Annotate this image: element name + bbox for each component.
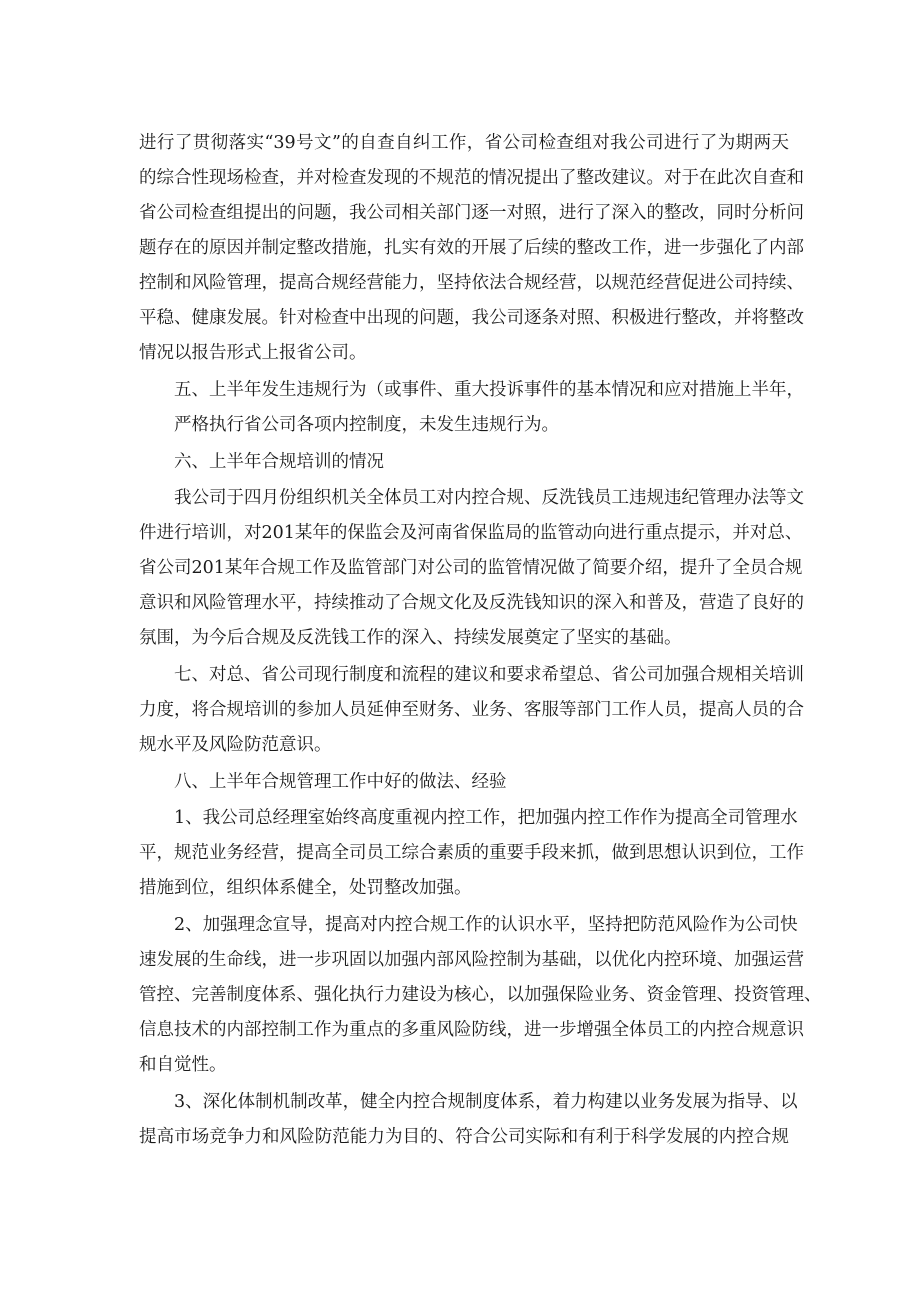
text-line: 信息技术的内部控制工作为重点的多重风险防线，进一步增强全体员工的内控合规意识 [139, 1020, 804, 1040]
text-line: 管控、完善制度体系、强化执行力建设为核心，以加强保险业务、资金管理、投资管理、 [139, 985, 822, 1005]
text-line: 题存在的原因并制定整改措施，扎实有效的开展了后续的整改工作，进一步强化了内部 [139, 238, 804, 258]
text-line: 严格执行省公司各项内控制度，未发生违规行为。 [174, 415, 559, 435]
section-heading: 六、上半年合规培训的情况 [174, 452, 384, 472]
text-line: 速发展的生命线，进一步巩固以加强内部风险控制为基础，以优化内控环境、加强运营 [139, 950, 804, 970]
text-line: 的综合性现场检查，并对检查发现的不规范的情况提出了整改建议。对于在此次自查和 [139, 168, 804, 188]
text-line: 氛围，为今后合规及反洗钱工作的深入、持续发展奠定了坚实的基础。 [139, 628, 682, 648]
text-line: 省公司201某年合规工作及监管部门对公司的监管情况做了简要介绍，提升了全员合规 [139, 558, 803, 578]
text-line: 和自觉性。 [139, 1055, 227, 1075]
section-heading: 七、对总、省公司现行制度和流程的建议和要求希望总、省公司加强合规相关培训 [174, 665, 804, 685]
text-line: 1、我公司总经理室始终高度重视内控工作，把加强内控工作作为提高全司管理水 [174, 808, 798, 828]
text-line: 3、深化体制机制改革，健全内控合规制度体系，着力构建以业务发展为指导、以 [174, 1092, 798, 1112]
document-body [139, 126, 822, 1155]
section-heading: 八、上半年合规管理工作中好的做法、经验 [174, 772, 507, 792]
text-line: 件进行培训，对201某年的保监会及河南省保监局的监管动向进行重点提示，并对总、 [139, 523, 803, 543]
text-line: 措施到位，组织体系健全，处罚整改加强。 [139, 878, 472, 898]
text-line: 控制和风险管理，提高合规经营能力，坚持依法合规经营，以规范经营促进公司持续、 [139, 273, 804, 293]
text-line: 提高市场竞争力和风险防范能力为目的、符合公司实际和有利于科学发展的内控合规 [139, 1127, 789, 1147]
text-line: 平，规范业务经营，提高全司员工综合素质的重要手段来抓，做到思想认识到位，工作 [139, 843, 804, 863]
text-line: 我公司于四月份组织机关全体员工对内控合规、反洗钱员工违规违纪管理办法等文 [174, 488, 804, 508]
text-line: 情况以报告形式上报省公司。 [139, 343, 367, 363]
section-heading: 五、上半年发生违规行为（或事件、重大投诉事件的基本情况和应对措施上半年， [174, 380, 804, 400]
text-line: 省公司检查组提出的问题，我公司相关部门逐一对照，进行了深入的整改，同时分析问 [139, 203, 804, 223]
text-line: 平稳、健康发展。针对检查中出现的问题，我公司逐条对照、积极进行整改，并将整改 [139, 308, 804, 328]
text-line: 意识和风险管理水平，持续推动了合规文化及反洗钱知识的深入和普及，营造了良好的 [139, 593, 804, 613]
text-line: 进行了贯彻落实“39号文”的自查自纠工作，省公司检查组对我公司进行了为期两天 [139, 133, 789, 153]
text-line: 规水平及风险防范意识。 [139, 735, 332, 755]
text-line: 力度，将合规培训的参加人员延伸至财务、业务、客服等部门工作人员，提高人员的合 [139, 700, 804, 720]
text-line: 2、加强理念宣导，提高对内控合规工作的认识水平，坚持把防范风险作为公司快 [174, 915, 798, 935]
